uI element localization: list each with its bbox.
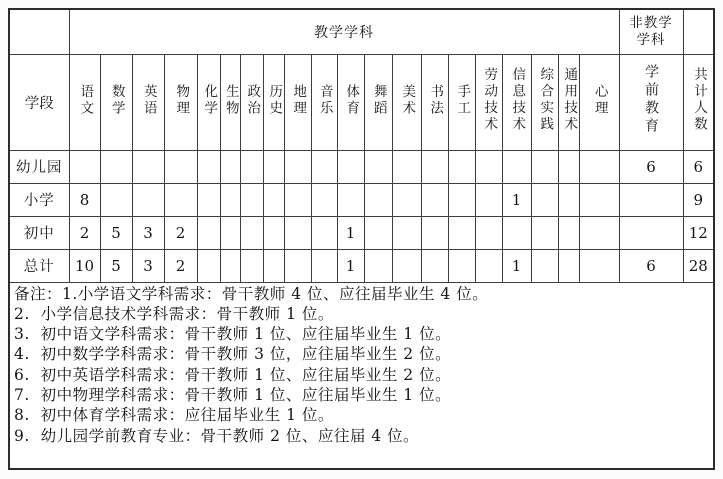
value-cell	[364, 216, 392, 249]
table-row	[9, 249, 714, 282]
subject-column-label: 政治	[244, 83, 261, 117]
subject-column-label: 物理	[173, 83, 190, 117]
stage-cell: 小学	[9, 183, 69, 216]
total-cell: 28	[683, 249, 714, 282]
value-cell	[475, 150, 502, 183]
subject-column-label: 舞蹈	[370, 83, 387, 117]
value-cell	[448, 150, 475, 183]
subject-column-header	[284, 54, 311, 150]
subject-column-header	[392, 54, 421, 150]
value-cell	[531, 183, 558, 216]
value-cell	[220, 216, 240, 249]
subject-column-header	[531, 54, 558, 150]
value-cell	[220, 249, 240, 282]
subject-column-label: 语文	[77, 83, 94, 117]
subject-column-header	[421, 54, 448, 150]
note-line: 2. 小学信息技术学科需求：骨干教师 1 位。	[14, 304, 334, 323]
value-cell	[197, 150, 220, 183]
subject-column-label: 化学	[201, 83, 218, 117]
subject-column-header	[220, 54, 240, 150]
subject-column-label: 美术	[399, 83, 416, 117]
value-cell	[448, 183, 475, 216]
teaching-subjects-group-label: 教学学科	[314, 24, 374, 41]
value-cell	[132, 150, 164, 183]
value-cell	[448, 249, 475, 282]
document-sheet	[8, 8, 715, 470]
subject-column-header	[69, 54, 100, 150]
value-cell	[421, 216, 448, 249]
value-cell: 2	[164, 216, 197, 249]
subject-column-label: 心理	[591, 83, 608, 117]
subject-column-header	[619, 54, 683, 150]
stage-cell: 幼儿园	[9, 150, 69, 183]
subject-column-label: 书法	[427, 83, 444, 117]
note-line: 9. 幼儿园学前教育专业：骨干教师 2 位、应往届 4 位。	[14, 426, 420, 445]
value-cell	[531, 249, 558, 282]
value-cell	[132, 183, 164, 216]
subject-column-header	[448, 54, 475, 150]
value-cell: 1	[502, 249, 531, 282]
value-cell	[392, 183, 421, 216]
header-row-groups	[9, 9, 714, 54]
total-cell: 9	[683, 183, 714, 216]
subject-column-header	[100, 54, 132, 150]
value-cell	[311, 150, 337, 183]
stage-cell: 初中	[9, 216, 69, 249]
value-cell	[100, 183, 132, 216]
total-cell: 6	[683, 150, 714, 183]
table-row	[9, 216, 714, 249]
value-cell	[502, 150, 531, 183]
subject-column-header	[337, 54, 364, 150]
value-cell	[284, 216, 311, 249]
value-cell	[220, 183, 240, 216]
subject-column-label: 音乐	[316, 83, 333, 117]
value-cell	[475, 216, 502, 249]
subject-column-label: 信息技术	[509, 67, 526, 133]
subject-column-label: 综合实践	[537, 67, 554, 133]
note-line: 7. 初中物理学科需求：骨干教师 1 位、应往届毕业生 1 位。	[14, 385, 452, 404]
value-cell	[311, 249, 337, 282]
subject-column-label: 手工	[454, 83, 471, 117]
value-cell: 1	[337, 249, 364, 282]
value-cell: 2	[164, 249, 197, 282]
value-cell: 3	[132, 249, 164, 282]
total-column-label: 共计人数	[691, 67, 707, 133]
value-cell: 8	[69, 183, 100, 216]
header-row-subjects	[9, 54, 714, 150]
value-cell	[421, 249, 448, 282]
value-cell	[392, 150, 421, 183]
note-line: 8. 初中体育学科需求：应往届毕业生 1 位。	[14, 406, 334, 425]
subject-column-label: 数学	[108, 83, 125, 117]
teaching-subjects-group-header	[69, 9, 619, 54]
value-cell	[240, 249, 263, 282]
value-cell	[579, 150, 619, 183]
value-cell	[197, 183, 220, 216]
subject-column-header	[558, 54, 579, 150]
subject-column-label: 历史	[266, 83, 283, 117]
value-cell: 2	[69, 216, 100, 249]
value-cell	[502, 216, 531, 249]
recruitment-table	[8, 8, 715, 470]
value-cell	[364, 150, 392, 183]
value-cell	[619, 216, 683, 249]
subject-column-header	[475, 54, 502, 150]
value-cell	[531, 216, 558, 249]
subject-column-header	[364, 54, 392, 150]
subject-column-label: 学前教育	[643, 64, 659, 136]
value-cell	[392, 216, 421, 249]
note-line: 6. 初中英语学科需求：骨干教师 1 位、应往届毕业生 2 位。	[14, 365, 452, 384]
stage-column-label: 学段	[24, 95, 54, 112]
value-cell: 5	[100, 249, 132, 282]
value-cell	[197, 216, 220, 249]
non-teaching-group-label: 非教学 学科	[629, 14, 673, 48]
value-cell	[619, 183, 683, 216]
subject-column-header	[502, 54, 531, 150]
value-cell: 6	[619, 150, 683, 183]
subject-column-label: 生物	[222, 83, 239, 117]
value-cell	[69, 150, 100, 183]
value-cell	[263, 150, 284, 183]
value-cell	[579, 249, 619, 282]
subject-column-label: 通用技术	[561, 67, 578, 133]
value-cell: 5	[100, 216, 132, 249]
subject-column-label: 地理	[290, 83, 307, 117]
value-cell	[263, 249, 284, 282]
value-cell	[263, 216, 284, 249]
value-cell	[337, 150, 364, 183]
subject-column-header	[164, 54, 197, 150]
value-cell	[558, 183, 579, 216]
value-cell	[284, 150, 311, 183]
value-cell	[475, 249, 502, 282]
subject-column-header	[311, 54, 337, 150]
value-cell	[421, 183, 448, 216]
value-cell	[579, 183, 619, 216]
value-cell: 10	[69, 249, 100, 282]
notes-row	[9, 282, 714, 469]
value-cell	[421, 150, 448, 183]
value-cell: 6	[619, 249, 683, 282]
value-cell	[311, 216, 337, 249]
value-cell	[284, 183, 311, 216]
value-cell	[475, 183, 502, 216]
value-cell	[448, 216, 475, 249]
subject-column-label: 劳动技术	[481, 67, 498, 133]
value-cell	[220, 150, 240, 183]
non-teaching-group-header	[619, 9, 683, 54]
value-cell	[392, 249, 421, 282]
value-cell	[558, 150, 579, 183]
value-cell	[164, 183, 197, 216]
value-cell	[164, 150, 197, 183]
value-cell	[558, 249, 579, 282]
subject-column-header	[579, 54, 619, 150]
subject-column-header	[132, 54, 164, 150]
value-cell: 1	[502, 183, 531, 216]
value-cell	[311, 183, 337, 216]
value-cell	[263, 183, 284, 216]
corner-cell-right	[683, 9, 714, 54]
subject-column-label: 体育	[343, 83, 360, 117]
value-cell	[100, 150, 132, 183]
corner-cell-left	[9, 9, 69, 54]
note-line: 4. 初中数学学科需求：骨干教师 3 位，应往届毕业生 2 位。	[14, 345, 452, 364]
value-cell	[240, 183, 263, 216]
stage-column-header	[9, 54, 69, 150]
value-cell	[240, 216, 263, 249]
subject-column-label: 英语	[140, 83, 157, 117]
value-cell	[531, 150, 558, 183]
table-row	[9, 183, 714, 216]
value-cell	[284, 249, 311, 282]
subject-column-header	[263, 54, 284, 150]
stage-cell: 总计	[9, 249, 69, 282]
value-cell	[364, 183, 392, 216]
total-column-header	[683, 54, 714, 150]
subject-column-header	[240, 54, 263, 150]
value-cell	[337, 183, 364, 216]
value-cell: 1	[337, 216, 364, 249]
note-line: 备注：1.小学语文学科需求：骨干教师 4 位、应往届毕业生 4 位。	[14, 284, 489, 303]
value-cell	[558, 216, 579, 249]
subject-column-header	[197, 54, 220, 150]
value-cell	[364, 249, 392, 282]
value-cell	[240, 150, 263, 183]
table-row	[9, 150, 714, 183]
value-cell	[579, 216, 619, 249]
total-cell: 12	[683, 216, 714, 249]
value-cell: 3	[132, 216, 164, 249]
notes-cell	[9, 282, 714, 469]
note-line: 3. 初中语文学科需求：骨干教师 1 位、应往届毕业生 1 位。	[14, 325, 452, 344]
value-cell	[197, 249, 220, 282]
